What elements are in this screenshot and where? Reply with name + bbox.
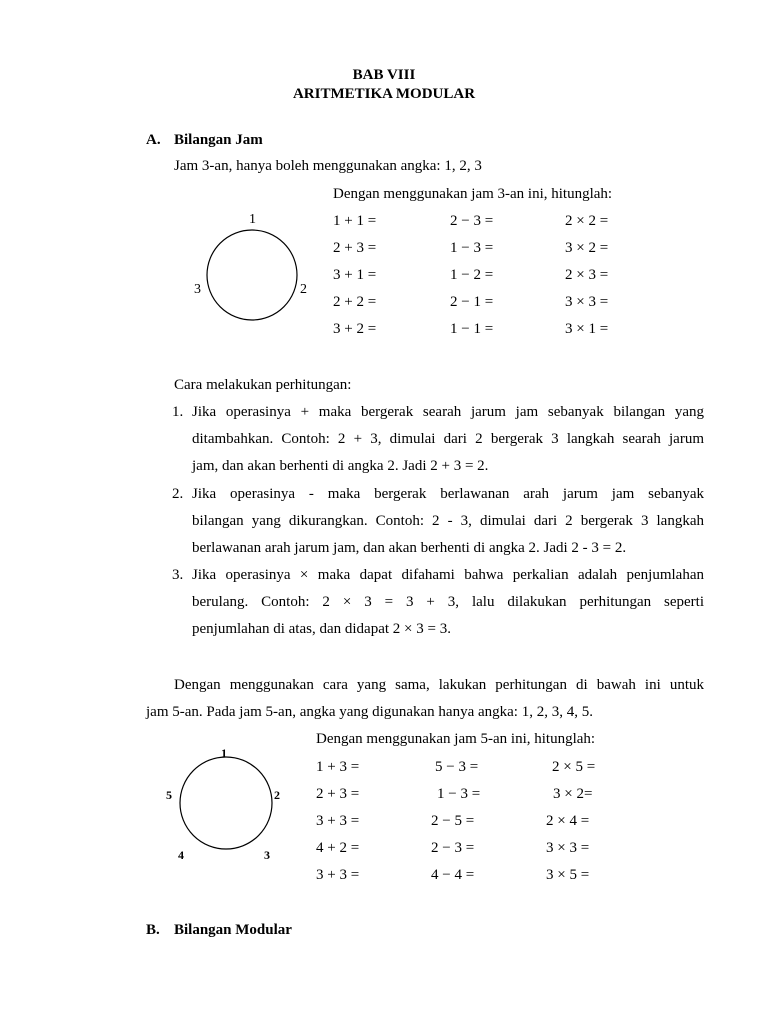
problem-cell: 5 − 3 =	[435, 759, 479, 775]
problem-cell: 1 − 3 =	[450, 240, 494, 256]
problem-cell: 3 + 1 =	[333, 267, 377, 283]
clock3-label-1: 1	[249, 212, 256, 227]
method-title: Cara melakukan perhitungan:	[174, 377, 352, 393]
problem-cell: 3 + 3 =	[316, 813, 360, 829]
step-number: 1.	[172, 404, 184, 420]
page-title: ARITMETIKA MODULAR	[292, 86, 476, 102]
clock5-label-1: 1	[221, 746, 227, 760]
step-3-line: berulang. Contoh: 2 × 3 = 3 + 3, lalu dilakukan perhitungan seperti	[192, 594, 704, 610]
step-1-line: Jika operasinya + maka bergerak searah jarum jam sebanyak bilangan yang	[192, 404, 704, 420]
clock5-label-3: 3	[264, 848, 270, 862]
problem-cell: 4 − 4 =	[431, 867, 475, 883]
step-3-line: penjumlahan di atas, dan didapat 2 × 3 = 3.	[192, 621, 451, 637]
problem-cell: 1 − 1 =	[450, 321, 494, 337]
step-2-line: Jika operasinya - maka bergerak berlawanan arah jarum jam sebanyak	[192, 486, 704, 502]
clock5-label-5: 5	[166, 788, 172, 802]
step-1-line: jam, dan akan berhenti di angka 2. Jadi 2 + 3 = 2.	[192, 458, 489, 474]
problem-cell: 1 + 3 =	[316, 759, 360, 775]
problem-cell: 3 × 5 =	[546, 867, 590, 883]
clock5-diagram	[174, 755, 278, 855]
problem-cell: 2 × 3 =	[565, 267, 609, 283]
problem-cell: 2 × 2 =	[565, 213, 609, 229]
problem-cell: 1 + 1 =	[333, 213, 377, 229]
clock3-diagram	[200, 225, 304, 325]
problem-cell: 2 + 3 =	[333, 240, 377, 256]
problem-cell: 3 × 3 =	[546, 840, 590, 856]
step-1-line: ditambahkan. Contoh: 2 + 3, dimulai dari 2 bergerak 3 langkah searah jarum	[192, 431, 704, 447]
problem-cell: 3 × 2 =	[565, 240, 609, 256]
problem-cell: 2 × 4 =	[546, 813, 590, 829]
step-2-line: berlawanan arah jarum jam, dan akan berhenti di angka 2. Jadi 2 - 3 = 2.	[192, 540, 627, 556]
problem-cell: 3 × 1 =	[565, 321, 609, 337]
section-a-intro: Jam 3-an, hanya boleh menggunakan angka: 1, 2, 3	[174, 158, 482, 174]
problem-cell: 2 − 1 =	[450, 294, 494, 310]
step-number: 2.	[172, 486, 184, 502]
chapter-label: BAB VIII	[352, 67, 416, 83]
problem-cell: 2 − 3 =	[431, 840, 475, 856]
clock5-label-4: 4	[178, 848, 184, 862]
paragraph-line-2: jam 5-an. Pada jam 5-an, angka yang digunakan hanya angka: 1, 2, 3, 4, 5.	[146, 704, 593, 720]
section-a-letter: A.	[146, 132, 161, 148]
problem-cell: 3 × 2=	[553, 786, 593, 802]
problem-cell: 2 − 3 =	[450, 213, 494, 229]
problem-cell: 1 − 2 =	[450, 267, 494, 283]
section-b-letter: B.	[146, 922, 160, 938]
section-a-heading: Bilangan Jam	[174, 132, 263, 148]
problem-cell: 3 + 2 =	[333, 321, 377, 337]
clock3-circle	[207, 230, 297, 320]
problem-cell: 1 − 3 =	[437, 786, 481, 802]
section-b-heading: Bilangan Modular	[174, 922, 292, 938]
paragraph-line-1: Dengan menggunakan cara yang sama, lakukan perhitungan di bawah ini untuk	[174, 677, 704, 693]
clock3-label-3: 3	[194, 282, 201, 297]
clock3-label-2: 2	[300, 282, 307, 297]
step-2-line: bilangan yang dikurangkan. Contoh: 2 - 3, dimulai dari 2 bergerak 3 langkah	[192, 513, 704, 529]
clock5-label-2: 2	[274, 788, 280, 802]
problem-cell: 4 + 2 =	[316, 840, 360, 856]
clock5-circle	[180, 757, 272, 849]
clock5-instruction: Dengan menggunakan jam 5-an ini, hitunglah:	[316, 731, 596, 747]
step-number: 3.	[172, 567, 184, 583]
step-3-line: Jika operasinya × maka dapat difahami bahwa perkalian adalah penjumlahan	[192, 567, 704, 583]
problem-cell: 3 + 3 =	[316, 867, 360, 883]
problem-cell: 2 + 2 =	[333, 294, 377, 310]
problem-cell: 2 × 5 =	[552, 759, 596, 775]
problem-cell: 3 × 3 =	[565, 294, 609, 310]
problem-cell: 2 − 5 =	[431, 813, 475, 829]
clock3-instruction: Dengan menggunakan jam 3-an ini, hitunglah:	[333, 186, 613, 202]
problem-cell: 2 + 3 =	[316, 786, 360, 802]
